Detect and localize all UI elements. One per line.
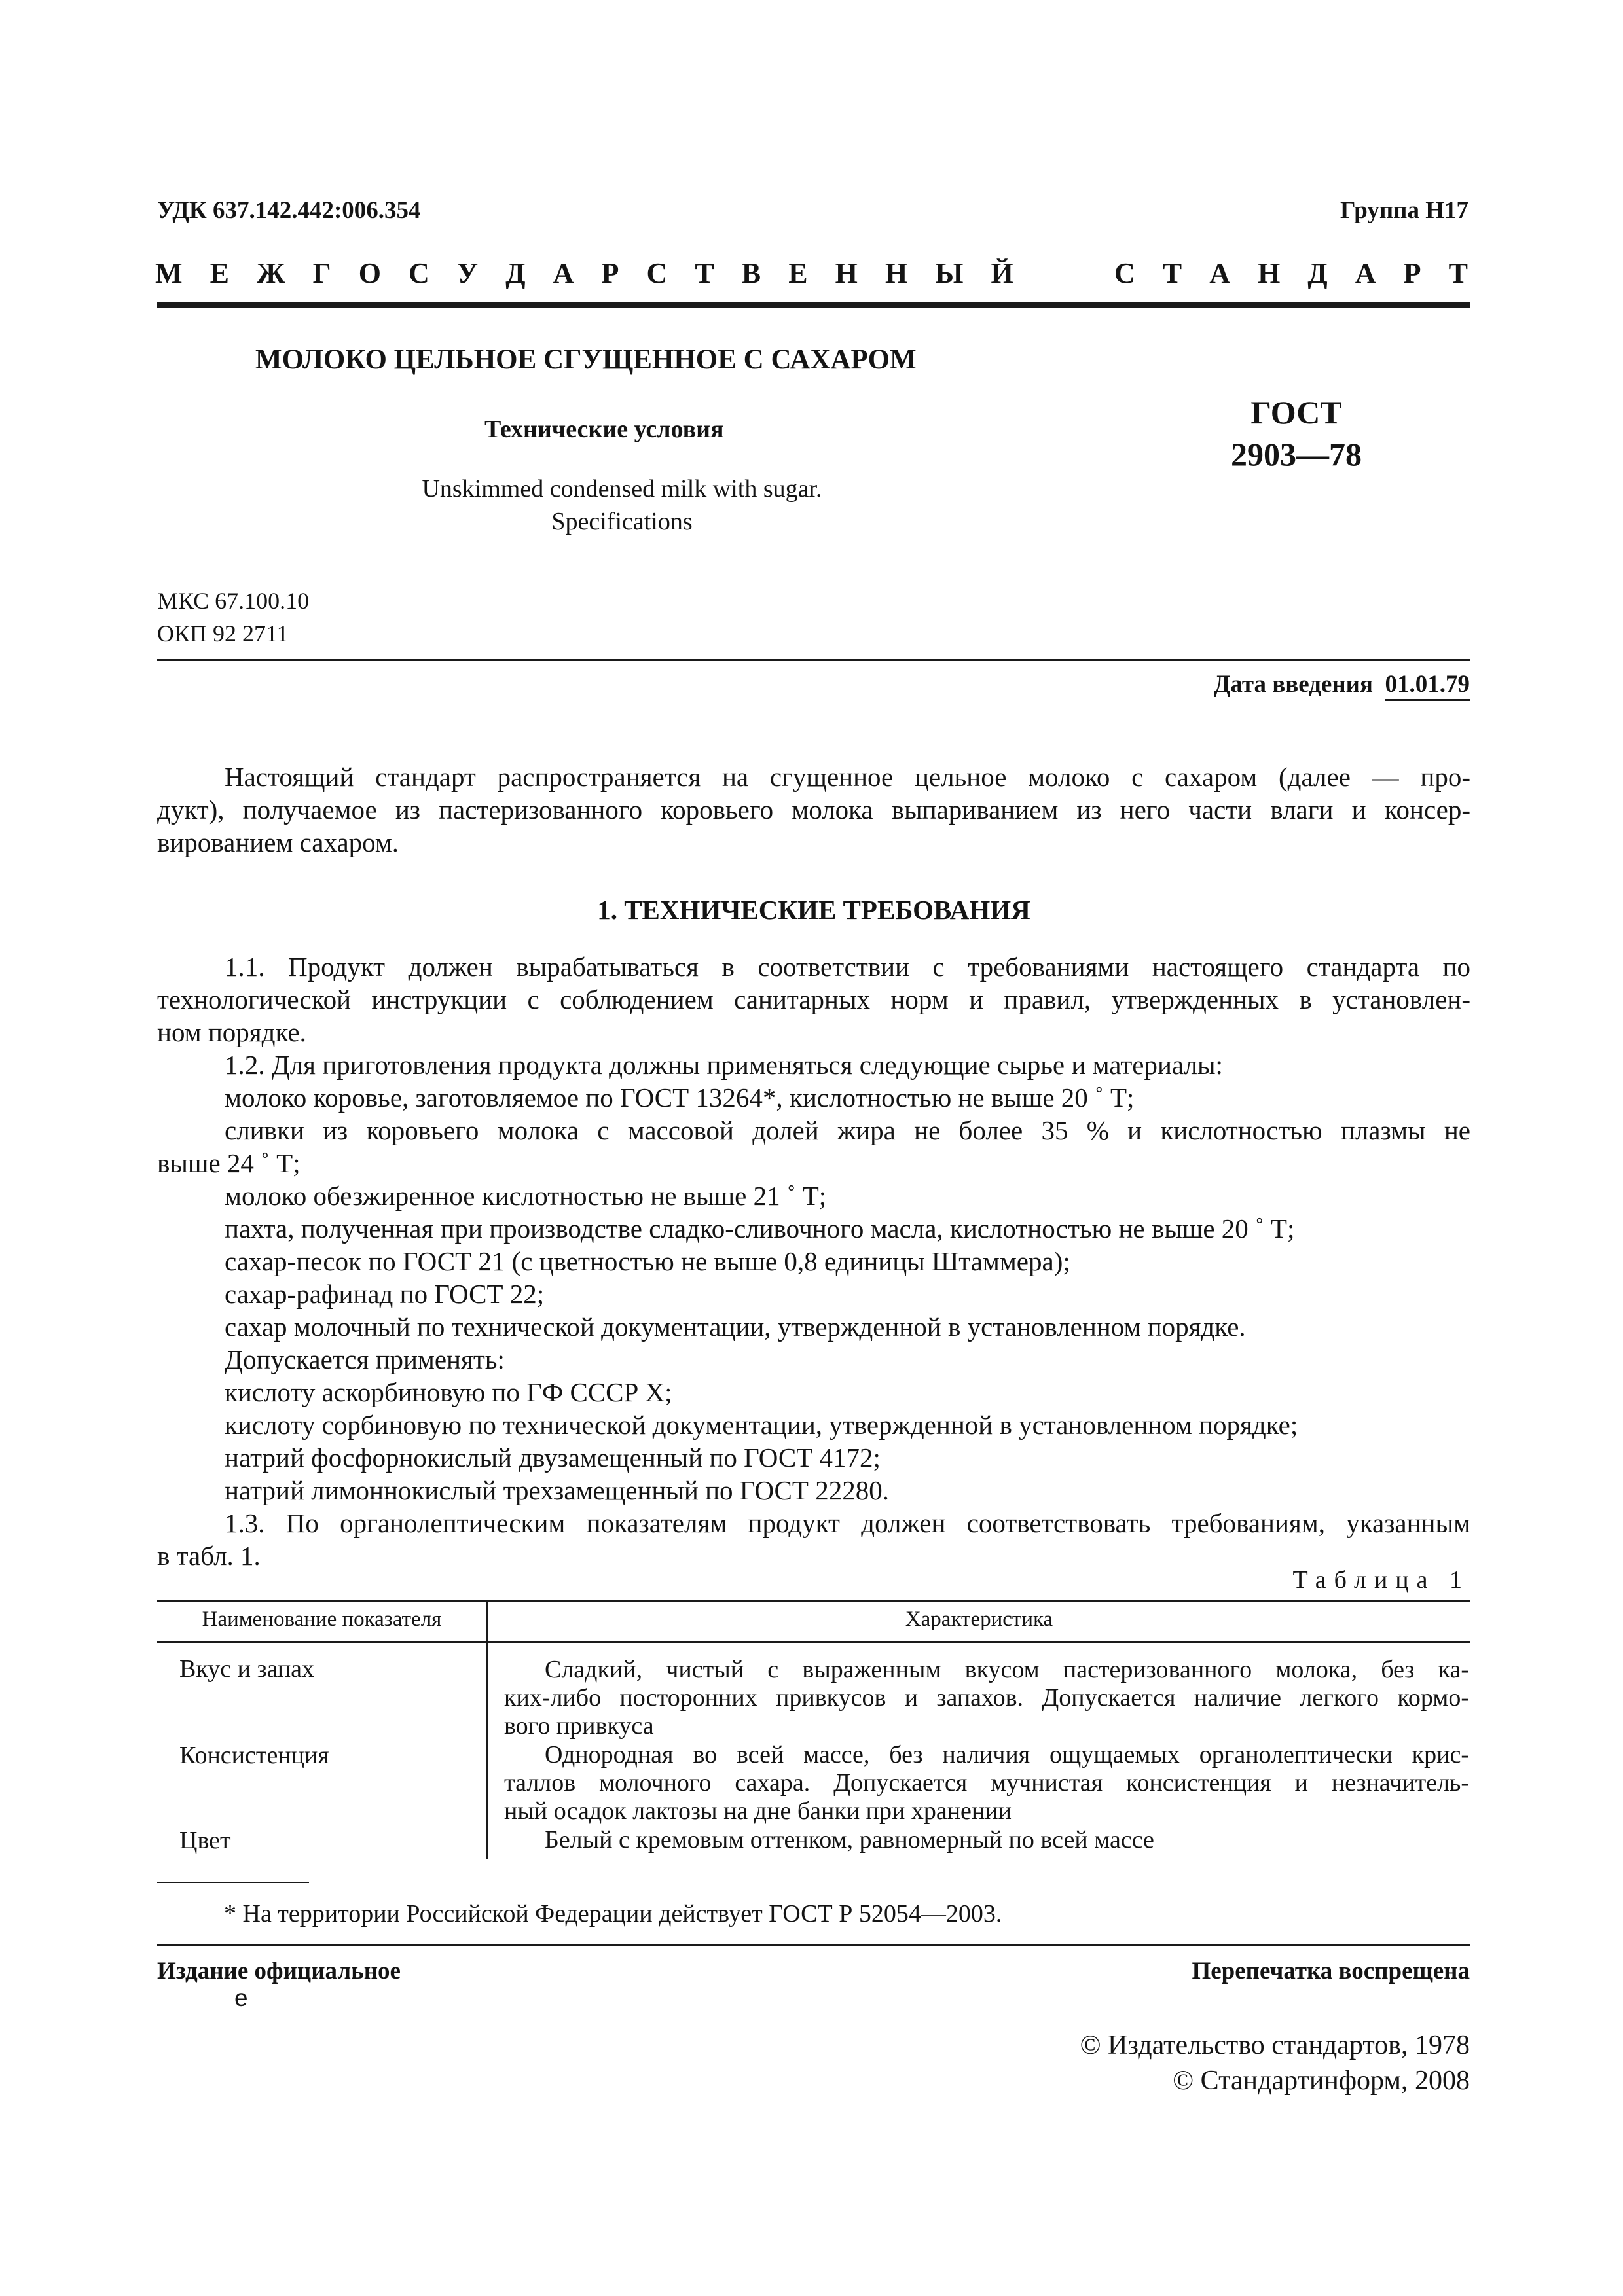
introduction-date-value: 01.01.79 <box>1385 671 1470 701</box>
table-header-name: Наименование показателя <box>202 1607 442 1631</box>
standard-type-letter: Ж <box>257 257 285 289</box>
list-item: выше 24 ˚ Т; <box>157 1148 301 1178</box>
standard-type-letter: Т <box>695 257 714 289</box>
table-header-rule <box>157 1641 1470 1643</box>
document-subtitle: Технические условия <box>484 416 724 443</box>
text-line: Настоящий стандарт распространяется на сгущенное цельное молоко с сахаром (далее — про- <box>225 762 1470 792</box>
list-item: кислоту сорбиновую по технической документации, утвержденной в установленном порядке; <box>225 1410 1298 1440</box>
list-item: натрий лимоннокислый трехзамещенный по ГОСТ 22280. <box>225 1475 889 1505</box>
gost-designation <box>1231 391 1362 475</box>
text-line: ный осадок лактозы на дне банки при хранении <box>504 1797 1012 1825</box>
table-header-value: Характеристика <box>905 1607 1053 1631</box>
footnote-rule <box>157 1882 309 1883</box>
standard-type-letter: С <box>1114 257 1135 289</box>
text-line: технологической инструкции с соблюдением санитарных норм и правил, утвержденных в установлен- <box>157 984 1470 1014</box>
table-column-divider <box>486 1600 488 1859</box>
list-item: молоко коровье, заготовляемое по ГОСТ 13264*, кислотностью не выше 20 ˚ Т; <box>225 1083 1135 1113</box>
list-item: кислоту аскорбиновую по ГФ СССР X; <box>225 1377 672 1407</box>
edition-label: Издание официальное <box>157 1958 401 1984</box>
standard-type-letter: А <box>1209 257 1231 289</box>
list-item: сахар-рафинад по ГОСТ 22; <box>225 1279 545 1309</box>
standard-type-letter: Ы <box>935 257 964 289</box>
text-line: дукт), получаемое из пастеризованного коровьего молока выпариванием из него части влаги и консер- <box>157 795 1470 825</box>
document-title: МОЛОКО ЦЕЛЬНОЕ СГУЩЕННОЕ С САХАРОМ <box>255 344 917 375</box>
introduction-date-label: Дата введения <box>1213 671 1373 698</box>
list-item: сахар молочный по технической документации, утвержденной в установленном порядке. <box>225 1312 1246 1342</box>
list-item: сливки из коровьего молока с массовой долей жира не более 35 % и кислотностью плазмы не <box>225 1115 1470 1145</box>
standard-type-letter: У <box>456 257 479 289</box>
standard-type-letter: М <box>155 257 183 289</box>
english-title <box>354 473 890 538</box>
text-line: в табл. 1. <box>157 1541 261 1571</box>
introduction-date <box>1214 670 1470 698</box>
gost-label: ГОСТ <box>1250 394 1342 431</box>
table-row-name: Цвет <box>179 1827 231 1854</box>
standard-type-letter: Й <box>991 257 1013 289</box>
text-line: 1.1. Продукт должен вырабатываться в соответствии с требованиями настоящего стандарта по <box>225 952 1470 982</box>
table-row-value <box>504 1826 1469 1854</box>
table-row-name: Консистенция <box>179 1742 329 1769</box>
footnote: * На территории Российской Федерации действует ГОСТ Р 52054—2003. <box>224 1900 1002 1928</box>
text-line: вированием сахаром. <box>157 827 399 857</box>
text-line: 1.3. По органолептическим показателям продукт должен соответствовать требованиям, указанным <box>225 1508 1470 1538</box>
standard-type-letter: Е <box>210 257 229 289</box>
standard-type-letter: Д <box>1307 257 1328 289</box>
standard-type-letter: Р <box>601 257 619 289</box>
table-row-value <box>504 1656 1469 1740</box>
udk-code: УДК 637.142.442:006.354 <box>157 197 421 224</box>
okp-code: ОКП 92 2711 <box>157 620 289 647</box>
list-item: сахар-песок по ГОСТ 21 (с цветностью не выше 0,8 единицы Штаммера); <box>225 1246 1070 1276</box>
text-line: таллов молочного сахара. Допускается мучнистая консистенция и незначитель- <box>504 1769 1469 1797</box>
list-item: молоко обезжиренное кислотностью не выше 21 ˚ Т; <box>225 1181 827 1211</box>
text-line: ких-либо посторонних привкусов и запахов. Допускается наличие легкого кормо- <box>504 1684 1469 1712</box>
standard-type-letter: А <box>1355 257 1376 289</box>
group-code: Группа Н17 <box>1340 197 1468 224</box>
text-line: вого привкуса <box>504 1712 654 1740</box>
copyright-line: © Издательство стандартов, 1978 <box>1080 2030 1470 2060</box>
standard-type-letter: Д <box>505 257 526 289</box>
standard-type-letter: Н <box>1258 257 1281 289</box>
section-heading: 1. ТЕХНИЧЕСКИЕ ТРЕБОВАНИЯ <box>597 895 1030 925</box>
standard-type-letter: Н <box>884 257 908 289</box>
list-item: Допускается применять: <box>225 1344 505 1374</box>
standard-type-letter: С <box>646 257 668 289</box>
standard-type-letter: О <box>358 257 381 289</box>
english-title-line: Unskimmed condensed milk with sugar. <box>422 475 822 503</box>
english-title-line: Specifications <box>551 508 693 535</box>
edition-mark: е <box>234 1984 248 2011</box>
word-gap <box>1041 257 1087 290</box>
standard-type-letter: А <box>553 257 574 289</box>
standard-type-letter: Н <box>835 257 858 289</box>
standard-type-letter: Т <box>1448 257 1468 289</box>
standard-type-heading <box>155 257 1468 290</box>
codes-divider <box>157 659 1470 661</box>
table-row-value <box>504 1741 1469 1825</box>
section-body <box>157 950 1470 1572</box>
header-divider <box>157 302 1470 308</box>
table-row-name: Вкус и запах <box>179 1655 315 1683</box>
standard-type-letter: Т <box>1162 257 1182 289</box>
copyright-line: © Стандартинформ, 2008 <box>1173 2066 1470 2096</box>
table-top-rule <box>157 1600 1470 1602</box>
text-line: Однородная во всей массе, без наличия ощущаемых органолептически крис- <box>545 1741 1469 1768</box>
list-item: натрий фосфорнокислый двузамещенный по ГОСТ 4172; <box>225 1443 881 1473</box>
copyright-block <box>1080 2028 1470 2098</box>
text-line: ном порядке. <box>157 1017 306 1047</box>
intro-paragraph <box>157 761 1470 859</box>
standard-type-letter: Е <box>788 257 808 289</box>
text-line: Сладкий, чистый с выраженным вкусом пастеризованного молока, без ка- <box>545 1656 1469 1683</box>
list-item: пахта, полученная при производстве сладко-сливочного масла, кислотностью не выше 20 ˚ Т; <box>225 1213 1295 1244</box>
footer-rule <box>157 1944 1470 1946</box>
table-caption: Таблица 1 <box>1292 1566 1470 1594</box>
gost-number: 2903—78 <box>1231 436 1362 473</box>
mks-code: МКС 67.100.10 <box>157 588 310 614</box>
reprint-notice: Перепечатка воспрещена <box>1192 1958 1470 1984</box>
standard-type-letter: Р <box>1403 257 1421 289</box>
standard-type-letter: Г <box>312 257 331 289</box>
standard-type-letter: С <box>409 257 429 289</box>
text-line: Белый с кремовым оттенком, равномерный по всей массе <box>545 1826 1154 1854</box>
classification-codes <box>157 584 309 650</box>
standard-type-letter: В <box>741 257 761 289</box>
text-line: 1.2. Для приготовления продукта должны применяться следующие сырье и материалы: <box>225 1050 1223 1080</box>
